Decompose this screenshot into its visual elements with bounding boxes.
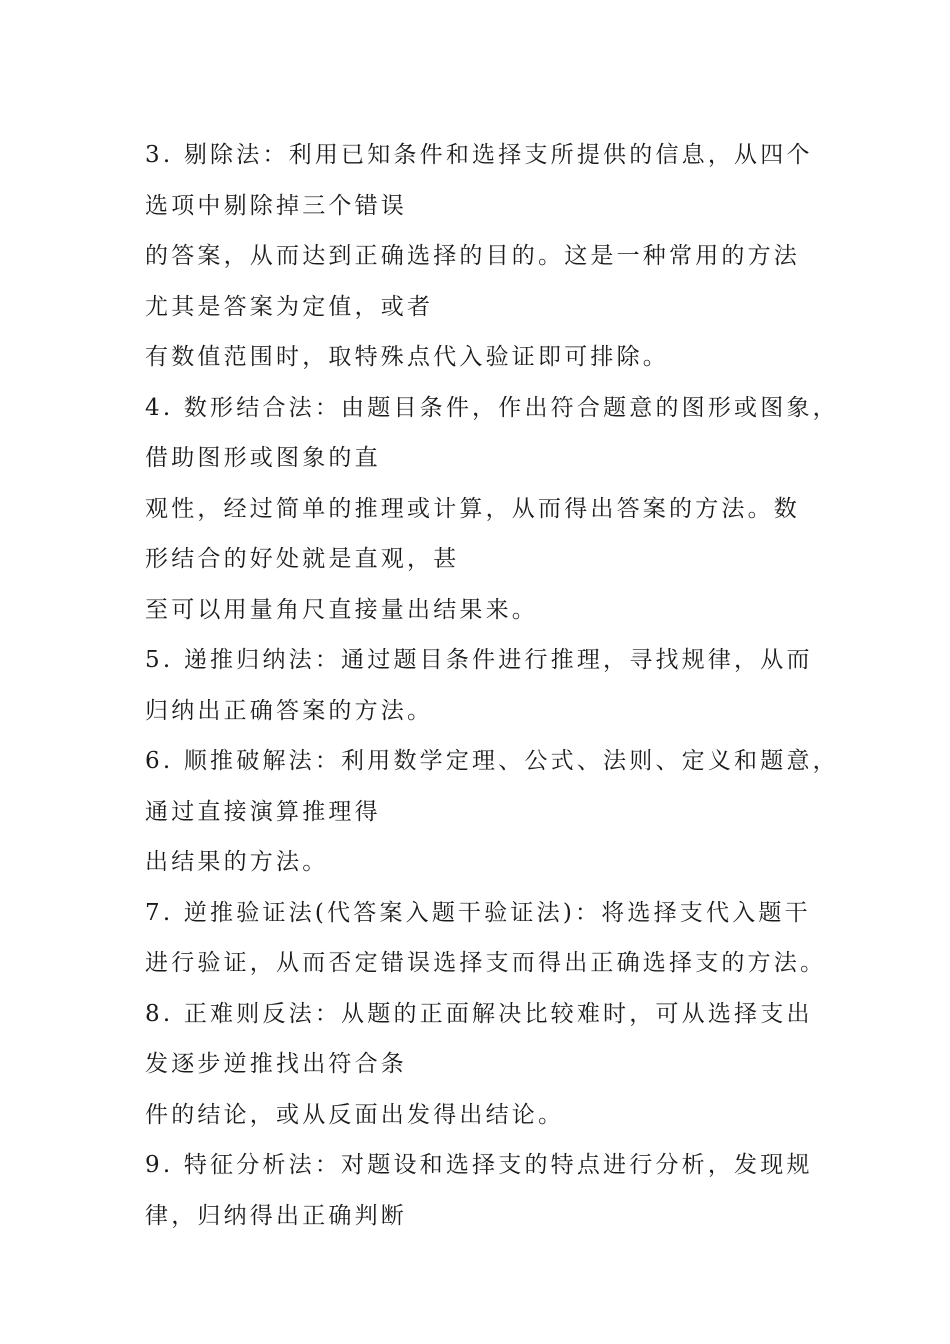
- text-line: 3. 剔除法：利用已知条件和选择支所提供的信息，从四个: [145, 142, 813, 168]
- text-line: 4. 数形结合法：由题目条件，作出符合题意的图形或图象，: [145, 394, 839, 421]
- text-line: 发逐步逆推找出符合条: [145, 1051, 407, 1077]
- text-line: 借助图形或图象的直: [145, 445, 381, 471]
- text-line: 9. 特征分析法：对题设和选择支的特点进行分析，发现规: [145, 1152, 813, 1178]
- text-line: 出结果的方法。: [145, 849, 329, 875]
- text-line: 尤其是答案为定值，或者: [145, 293, 434, 320]
- text-line: 通过直接演算推理得: [145, 798, 381, 825]
- text-line: 归纳出正确答案的方法。: [145, 697, 434, 724]
- text-line: 7. 逆推验证法(代答案入题干验证法)：将选择支代入题干: [145, 899, 811, 926]
- document-body: [145, 130, 839, 1241]
- text-line: 形结合的好处就是直观，甚: [145, 546, 460, 572]
- text-line: 至可以用量角尺直接量出结果来。: [145, 596, 538, 623]
- text-line: 选项中剔除掉三个错误: [145, 192, 407, 219]
- text-line: 律，归纳得出正确判断: [145, 1202, 407, 1229]
- text-line: 的答案，从而达到正确选择的目的。这是一种常用的方法: [145, 243, 800, 269]
- text-line: 观性，经过简单的推理或计算，从而得出答案的方法。数: [145, 495, 800, 522]
- text-line: 5. 递推归纳法：通过题目条件进行推理，寻找规律，从而: [145, 647, 813, 673]
- text-line: 6. 顺推破解法：利用数学定理、公式、法则、定义和题意，: [145, 748, 839, 774]
- text-line: 件的结论，或从反面出发得出结论。: [145, 1101, 565, 1128]
- text-line: 8. 正难则反法：从题的正面解决比较难时，可从选择支出: [145, 1000, 813, 1027]
- text-line: 有数值范围时，取特殊点代入验证即可排除。: [145, 344, 669, 370]
- text-line: 进行验证，从而否定错误选择支而得出正确选择支的方法。: [145, 950, 827, 976]
